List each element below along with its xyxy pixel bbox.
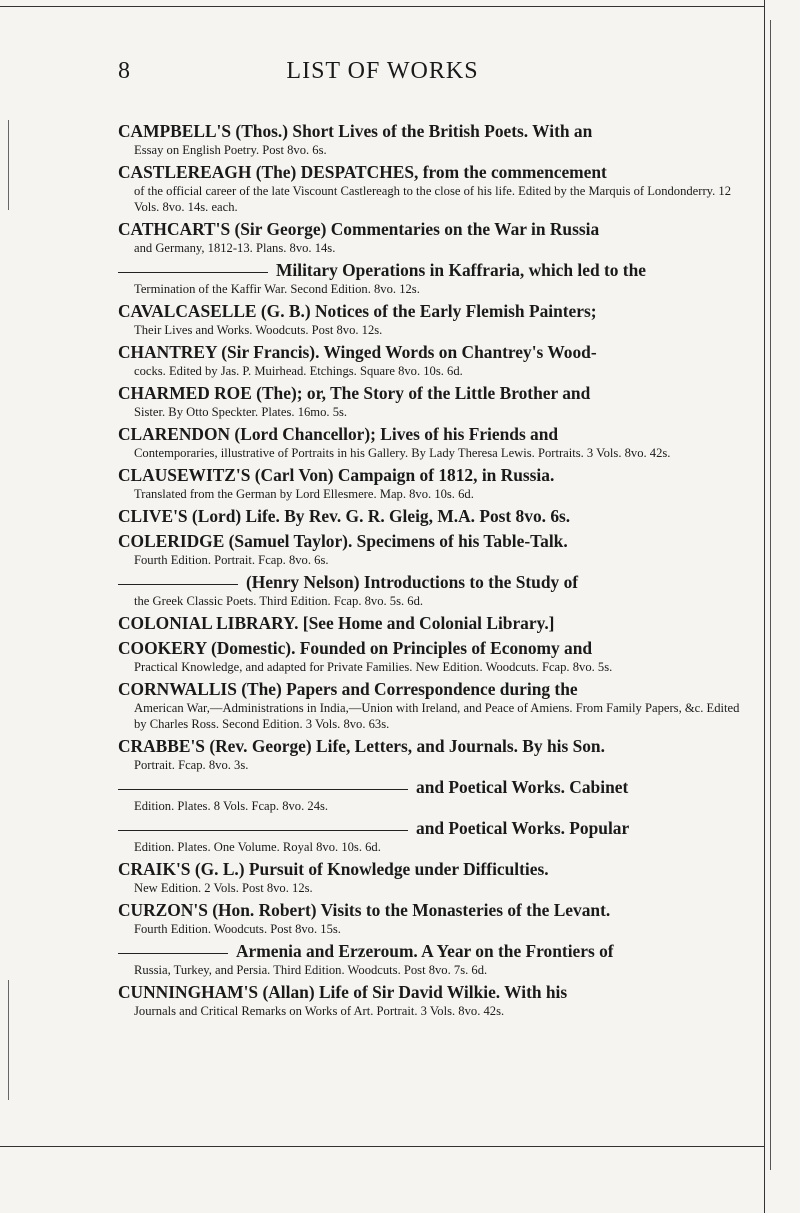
catalogue-entry bbox=[118, 637, 750, 675]
catalogue-entry bbox=[118, 776, 750, 814]
entry-heading bbox=[118, 678, 750, 700]
catalogue-entry bbox=[118, 423, 750, 461]
entry-heading-text: CAMPBELL'S (Thos.) Short Lives of the British Poets. With an bbox=[118, 121, 593, 141]
entry-heading-text: CUNNINGHAM'S (Allan) Life of Sir David Wilkie. With his bbox=[118, 982, 568, 1002]
entry-details: American War,—Administrations in India,—Union with Ireland, and Peace of Amiens. From Family Papers, &c. Edited by Charles Ross. Second Edition. 3 Vols. 8vo. 63s. bbox=[134, 701, 740, 731]
entry-heading-text: and Poetical Works. Cabinet bbox=[416, 777, 629, 797]
catalogue-entry bbox=[118, 678, 750, 732]
entry-details: Fourth Edition. Woodcuts. Post 8vo. 15s. bbox=[134, 922, 341, 936]
catalogue-entry bbox=[118, 735, 750, 773]
entry-details: New Edition. 2 Vols. Post 8vo. 12s. bbox=[134, 881, 313, 895]
catalogue-entry bbox=[118, 612, 750, 634]
entry-heading-text: and Poetical Works. Popular bbox=[416, 818, 630, 838]
page-header bbox=[0, 58, 765, 94]
entry-heading-text: CHANTREY (Sir Francis). Winged Words on Chantrey's Wood- bbox=[118, 342, 597, 362]
catalogue-entry bbox=[118, 858, 750, 896]
entry-heading bbox=[118, 530, 750, 552]
catalogue-entry bbox=[118, 161, 750, 215]
catalogue-entry bbox=[118, 940, 750, 978]
catalogue-list bbox=[118, 120, 750, 1022]
entry-heading bbox=[118, 300, 750, 322]
entry-details: Journals and Critical Remarks on Works of Art. Portrait. 3 Vols. 8vo. 42s. bbox=[134, 1004, 505, 1018]
entry-heading-text: CURZON'S (Hon. Robert) Visits to the Monasteries of the Levant. bbox=[118, 900, 611, 920]
catalogue-entry bbox=[118, 218, 750, 256]
ditto-dash bbox=[118, 789, 408, 790]
catalogue-entry bbox=[118, 899, 750, 937]
catalogue-entry bbox=[118, 120, 750, 158]
entry-heading-text: CORNWALLIS (The) Papers and Correspondence during the bbox=[118, 679, 578, 699]
page-edge-line bbox=[8, 980, 9, 1100]
ditto-dash bbox=[118, 272, 268, 273]
catalogue-entry bbox=[118, 530, 750, 568]
entry-heading-text: (Henry Nelson) Introductions to the Study of bbox=[246, 572, 579, 592]
entry-heading bbox=[118, 382, 750, 404]
entry-details: Fourth Edition. Portrait. Fcap. 8vo. 6s. bbox=[134, 553, 329, 567]
entry-heading bbox=[118, 571, 750, 593]
entry-heading-text: CAVALCASELLE (G. B.) Notices of the Early Flemish Painters; bbox=[118, 301, 597, 321]
catalogue-entry bbox=[118, 259, 750, 297]
page-number: 8 bbox=[118, 58, 130, 84]
ditto-dash bbox=[118, 953, 228, 954]
entry-heading bbox=[118, 735, 750, 757]
catalogue-entry bbox=[118, 817, 750, 855]
entry-heading bbox=[118, 423, 750, 445]
entry-heading bbox=[118, 161, 750, 183]
catalogue-entry bbox=[118, 341, 750, 379]
entry-heading bbox=[118, 612, 750, 634]
bottom-rule bbox=[0, 1146, 765, 1147]
entry-heading bbox=[118, 464, 750, 486]
entry-heading bbox=[118, 341, 750, 363]
entry-heading bbox=[118, 259, 750, 281]
entry-details: Edition. Plates. One Volume. Royal 8vo. 10s. 6d. bbox=[134, 840, 381, 854]
entry-heading-text: CLAUSEWITZ'S (Carl Von) Campaign of 1812, in Russia. bbox=[118, 465, 555, 485]
running-head: LIST OF WORKS bbox=[286, 58, 479, 84]
catalogue-entry bbox=[118, 382, 750, 420]
entry-heading bbox=[118, 940, 750, 962]
entry-heading bbox=[118, 776, 750, 798]
entry-details: Termination of the Kaffir War. Second Edition. 8vo. 12s. bbox=[134, 282, 420, 296]
entry-details: Sister. By Otto Speckter. Plates. 16mo. 5s. bbox=[134, 405, 348, 419]
entry-details: Practical Knowledge, and adapted for Private Families. New Edition. Woodcuts. Fcap. 8vo. 5s. bbox=[134, 660, 613, 674]
entry-details: Essay on English Poetry. Post 8vo. 6s. bbox=[134, 143, 327, 157]
entry-details: Their Lives and Works. Woodcuts. Post 8vo. 12s. bbox=[134, 323, 383, 337]
catalogue-entry bbox=[118, 571, 750, 609]
entry-details: Edition. Plates. 8 Vols. Fcap. 8vo. 24s. bbox=[134, 799, 329, 813]
page-edge-line bbox=[770, 20, 771, 1170]
entry-details: and Germany, 1812-13. Plans. 8vo. 14s. bbox=[134, 241, 336, 255]
entry-heading bbox=[118, 858, 750, 880]
entry-heading-text: CRABBE'S (Rev. George) Life, Letters, and Journals. By his Son. bbox=[118, 736, 605, 756]
page-edge-line bbox=[764, 0, 765, 1213]
entry-heading-text: CASTLEREAGH (The) DESPATCHES, from the commencement bbox=[118, 162, 607, 182]
entry-heading-text: Armenia and Erzeroum. A Year on the Frontiers of bbox=[236, 941, 614, 961]
entry-heading bbox=[118, 218, 750, 240]
catalogue-entry bbox=[118, 300, 750, 338]
entry-heading-text: CRAIK'S (G. L.) Pursuit of Knowledge under Difficulties. bbox=[118, 859, 549, 879]
entry-heading-text: Military Operations in Kaffraria, which led to the bbox=[276, 260, 646, 280]
entry-heading-text: CLIVE'S (Lord) Life. By Rev. G. R. Gleig, M.A. Post 8vo. 6s. bbox=[118, 506, 571, 526]
catalogue-entry bbox=[118, 505, 750, 527]
ditto-dash bbox=[118, 584, 238, 585]
catalogue-entry bbox=[118, 981, 750, 1019]
ditto-dash bbox=[118, 830, 408, 831]
entry-details: the Greek Classic Poets. Third Edition. Fcap. 8vo. 5s. 6d. bbox=[134, 594, 424, 608]
page-edge-line bbox=[8, 120, 9, 210]
entry-heading-text: COOKERY (Domestic). Founded on Principles of Economy and bbox=[118, 638, 593, 658]
entry-heading-text: COLONIAL LIBRARY. [See Home and Colonial Library.] bbox=[118, 613, 555, 633]
entry-heading-text: CATHCART'S (Sir George) Commentaries on the War in Russia bbox=[118, 219, 600, 239]
entry-heading bbox=[118, 981, 750, 1003]
top-rule bbox=[0, 6, 765, 7]
entry-details: Portrait. Fcap. 8vo. 3s. bbox=[134, 758, 249, 772]
entry-heading-text: COLERIDGE (Samuel Taylor). Specimens of his Table-Talk. bbox=[118, 531, 568, 551]
entry-details: Russia, Turkey, and Persia. Third Edition. Woodcuts. Post 8vo. 7s. 6d. bbox=[134, 963, 488, 977]
entry-heading bbox=[118, 817, 750, 839]
entry-details: cocks. Edited by Jas. P. Muirhead. Etchings. Square 8vo. 10s. 6d. bbox=[134, 364, 463, 378]
entry-heading-text: CHARMED ROE (The); or, The Story of the Little Brother and bbox=[118, 383, 591, 403]
entry-heading-text: CLARENDON (Lord Chancellor); Lives of his Friends and bbox=[118, 424, 559, 444]
entry-details: of the official career of the late Viscount Castlereagh to the close of his life. Edited by the Marquis of Londonderry. 12 Vols. 8vo. 14s. each. bbox=[134, 184, 732, 214]
entry-heading bbox=[118, 505, 750, 527]
entry-heading bbox=[118, 899, 750, 921]
catalogue-entry bbox=[118, 464, 750, 502]
entry-heading bbox=[118, 120, 750, 142]
entry-details: Translated from the German by Lord Ellesmere. Map. 8vo. 10s. 6d. bbox=[134, 487, 474, 501]
entry-details: Contemporaries, illustrative of Portraits in his Gallery. By Lady Theresa Lewis. Portraits. 3 Vols. 8vo. 42s. bbox=[134, 446, 671, 460]
entry-heading bbox=[118, 637, 750, 659]
